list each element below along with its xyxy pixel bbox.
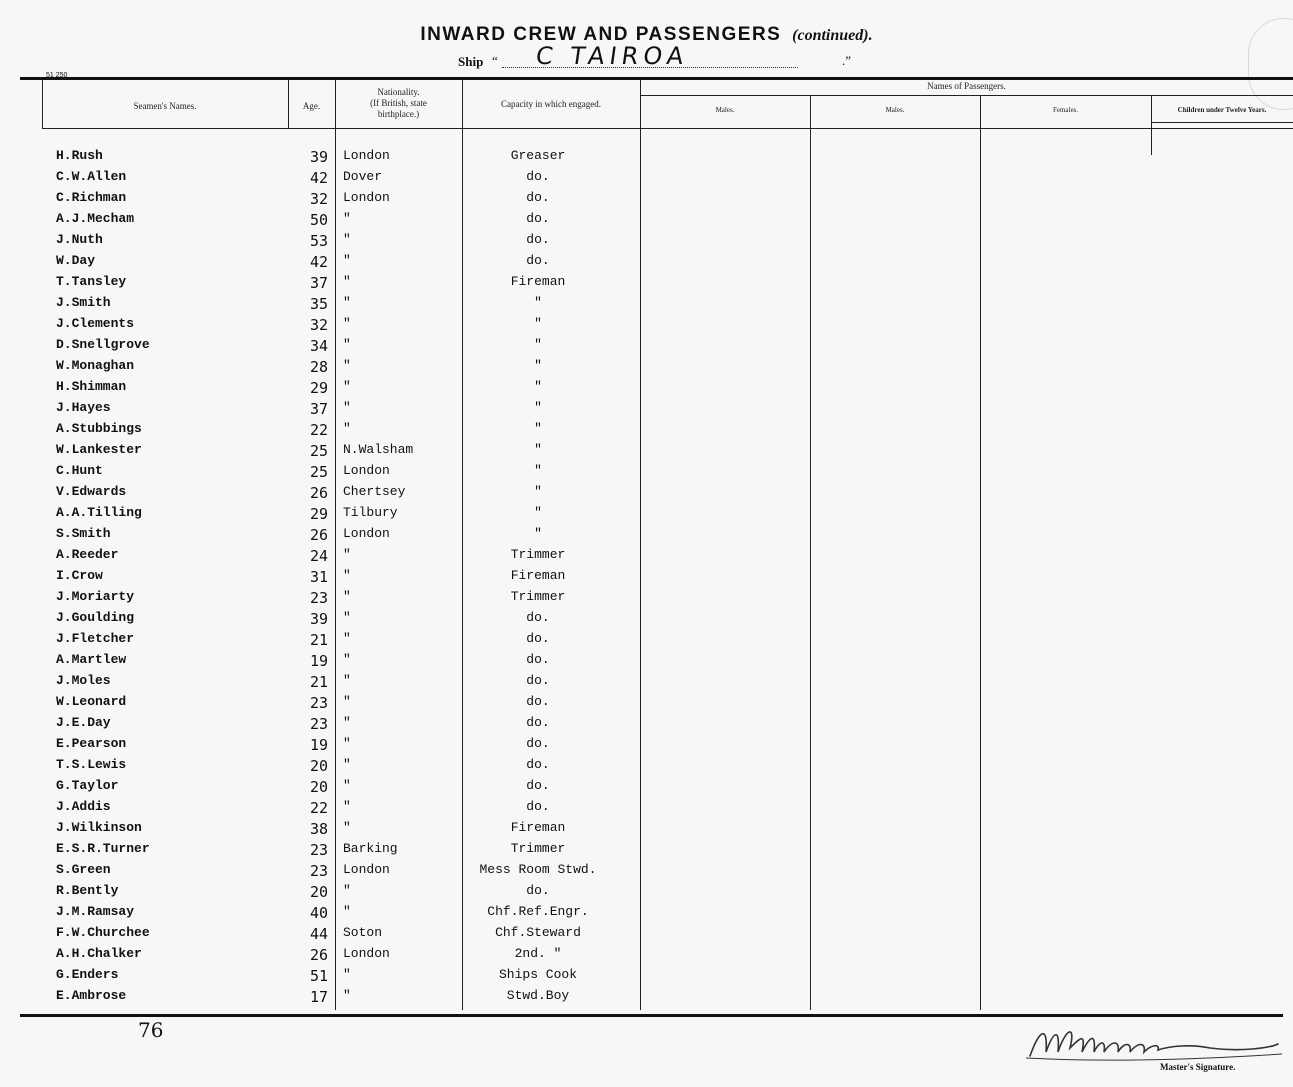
crew-nationality: N.Walsham — [343, 442, 414, 457]
crew-row — [0, 631, 1293, 651]
crew-age: 17 — [309, 988, 328, 1006]
crew-name: J.M.Ramsay — [56, 904, 135, 919]
crew-nationality: " — [343, 547, 351, 562]
crew-nationality: " — [343, 568, 351, 583]
crew-name: A.J.Mecham — [56, 211, 135, 226]
crew-nationality: " — [343, 631, 351, 646]
crew-age: 24 — [309, 547, 328, 565]
crew-name: T.S.Lewis — [56, 757, 127, 772]
crew-name: A.H.Chalker — [56, 946, 142, 961]
crew-age: 35 — [309, 295, 328, 313]
crew-capacity: Fireman — [510, 274, 566, 289]
crew-age: 34 — [309, 337, 328, 355]
crew-nationality: " — [343, 904, 351, 919]
crew-age: 23 — [309, 589, 328, 607]
crew-capacity: do. — [526, 190, 550, 205]
crew-age: 42 — [309, 169, 328, 187]
header-passengers: Names of Passengers. — [927, 81, 1006, 91]
crew-capacity: Ships Cook — [498, 967, 577, 982]
crew-name: T.Tansley — [56, 274, 127, 289]
crew-age: 50 — [309, 211, 328, 229]
form-number: 51 250 — [46, 72, 68, 79]
crew-row — [0, 316, 1293, 336]
crew-capacity: Chf.Ref.Engr. — [487, 904, 589, 919]
crew-name: J.Nuth — [56, 232, 103, 247]
crew-name: A.Martlew — [56, 652, 127, 667]
crew-row — [0, 274, 1293, 294]
crew-nationality: " — [343, 757, 351, 772]
crew-row — [0, 232, 1293, 252]
crew-name: A.A.Tilling — [56, 505, 142, 520]
crew-row — [0, 442, 1293, 462]
crew-age: 32 — [309, 316, 328, 334]
crew-nationality: Dover — [343, 169, 383, 184]
crew-age: 20 — [309, 883, 328, 901]
crew-name: D.Snellgrove — [56, 337, 150, 352]
master-signature-label: Master's Signature. — [1160, 1062, 1236, 1072]
crew-nationality: " — [343, 337, 351, 352]
header-males-1: Males. — [715, 106, 735, 114]
crew-capacity: " — [534, 379, 542, 394]
crew-row — [0, 652, 1293, 672]
crew-row — [0, 715, 1293, 735]
crew-age: 22 — [309, 799, 328, 817]
crew-name: C.Hunt — [56, 463, 103, 478]
crew-name: W.Day — [56, 253, 96, 268]
crew-capacity: " — [534, 337, 542, 352]
crew-row — [0, 778, 1293, 798]
crew-row — [0, 673, 1293, 693]
crew-nationality: " — [343, 694, 351, 709]
crew-row — [0, 400, 1293, 420]
crew-row — [0, 169, 1293, 189]
crew-row — [0, 862, 1293, 882]
crew-capacity: do. — [526, 757, 550, 772]
header-seamen-names: Seamen's Names. — [133, 101, 197, 111]
crew-age: 26 — [309, 484, 328, 502]
crew-nationality: London — [343, 148, 390, 163]
crew-age: 44 — [309, 925, 328, 943]
crew-nationality: " — [343, 316, 351, 331]
crew-name: E.S.R.Turner — [56, 841, 150, 856]
crew-name: W.Monaghan — [56, 358, 135, 373]
crew-capacity: do. — [526, 883, 550, 898]
crew-nationality: London — [343, 463, 390, 478]
ship-open-quote: “ — [492, 53, 498, 68]
ship-name: C TAIROA — [534, 42, 691, 70]
page-number: 76 — [138, 1018, 164, 1042]
crew-nationality: " — [343, 883, 351, 898]
crew-name: I.Crow — [56, 568, 103, 583]
crew-row — [0, 820, 1293, 840]
crew-capacity: " — [534, 400, 542, 415]
crew-capacity: do. — [526, 778, 550, 793]
crew-age: 21 — [309, 673, 328, 691]
crew-name: W.Lankester — [56, 442, 142, 457]
crew-capacity: " — [534, 295, 542, 310]
crew-row — [0, 694, 1293, 714]
crew-age: 38 — [309, 820, 328, 838]
crew-nationality: " — [343, 589, 351, 604]
crew-capacity: " — [534, 526, 542, 541]
crew-row — [0, 988, 1293, 1008]
crew-row — [0, 757, 1293, 777]
children-subheader-rule — [1152, 122, 1293, 123]
crew-name: C.Richman — [56, 190, 127, 205]
crew-nationality: " — [343, 400, 351, 415]
crew-row — [0, 463, 1293, 483]
crew-nationality: " — [343, 610, 351, 625]
crew-age: 19 — [309, 652, 328, 670]
crew-nationality: " — [343, 421, 351, 436]
crew-nationality: " — [343, 715, 351, 730]
crew-name: G.Taylor — [56, 778, 119, 793]
crew-capacity: Fireman — [510, 820, 566, 835]
crew-age: 26 — [309, 946, 328, 964]
header-females: Females. — [1052, 106, 1079, 114]
crew-capacity: Greaser — [510, 148, 566, 163]
crew-age: 37 — [309, 274, 328, 292]
crew-row — [0, 736, 1293, 756]
header-nationality-line3: birthplace.) — [377, 109, 420, 119]
crew-row — [0, 568, 1293, 588]
crew-name: S.Smith — [56, 526, 111, 541]
crew-row — [0, 799, 1293, 819]
crew-capacity: " — [534, 358, 542, 373]
crew-capacity: " — [534, 316, 542, 331]
crew-capacity: Trimmer — [510, 589, 566, 604]
crew-capacity: do. — [526, 652, 550, 667]
crew-nationality: " — [343, 274, 351, 289]
crew-capacity: Fireman — [510, 568, 566, 583]
crew-nationality: " — [343, 967, 351, 982]
crew-row — [0, 337, 1293, 357]
crew-capacity: do. — [526, 253, 550, 268]
crew-age: 51 — [309, 967, 328, 985]
crew-name: S.Green — [56, 862, 111, 877]
crew-age: 25 — [309, 463, 328, 481]
crew-row — [0, 610, 1293, 630]
crew-nationality: " — [343, 358, 351, 373]
crew-capacity: " — [534, 484, 542, 499]
crew-capacity: Trimmer — [510, 547, 566, 562]
crew-age: 21 — [309, 631, 328, 649]
crew-age: 29 — [309, 505, 328, 523]
crew-age: 31 — [309, 568, 328, 586]
crew-capacity: do. — [526, 631, 550, 646]
crew-row — [0, 358, 1293, 378]
crew-name: F.W.Churchee — [56, 925, 150, 940]
crew-capacity: do. — [526, 715, 550, 730]
crew-name: J.Fletcher — [56, 631, 135, 646]
crew-capacity: do. — [526, 736, 550, 751]
crew-age: 20 — [309, 757, 328, 775]
crew-nationality: Chertsey — [343, 484, 406, 499]
crew-nationality: " — [343, 211, 351, 226]
crew-name: H.Rush — [56, 148, 103, 163]
header-children: Children under Twelve Years. — [1177, 106, 1267, 114]
crew-age: 23 — [309, 694, 328, 712]
crew-name: A.Stubbings — [56, 421, 142, 436]
header-bottom-rule — [42, 128, 1293, 129]
ship-line — [458, 42, 858, 70]
crew-age: 39 — [309, 610, 328, 628]
crew-row — [0, 904, 1293, 924]
crew-nationality: " — [343, 988, 351, 1003]
crew-nationality: " — [343, 379, 351, 394]
crew-row — [0, 505, 1293, 525]
crew-row — [0, 967, 1293, 987]
crew-row — [0, 421, 1293, 441]
crew-nationality: Soton — [343, 925, 383, 940]
bottom-rule — [20, 1014, 1283, 1017]
crew-name: J.Smith — [56, 295, 111, 310]
crew-name: H.Shimman — [56, 379, 127, 394]
crew-capacity: " — [534, 505, 542, 520]
top-rule — [20, 77, 1293, 80]
crew-row — [0, 148, 1293, 168]
crew-nationality: Barking — [343, 841, 398, 856]
crew-capacity: do. — [526, 673, 550, 688]
crew-name: J.E.Day — [56, 715, 111, 730]
crew-name: J.Hayes — [56, 400, 111, 415]
crew-name: E.Pearson — [56, 736, 127, 751]
passenger-subheader-rule — [640, 95, 1293, 96]
crew-nationality: London — [343, 946, 390, 961]
crew-name: J.Goulding — [56, 610, 135, 625]
crew-nationality: " — [343, 736, 351, 751]
crew-capacity: do. — [526, 799, 550, 814]
crew-nationality: " — [343, 295, 351, 310]
crew-age: 23 — [309, 862, 328, 880]
crew-nationality: London — [343, 190, 390, 205]
crew-capacity: Trimmer — [510, 841, 566, 856]
crew-nationality: " — [343, 652, 351, 667]
crew-name: J.Moles — [56, 673, 111, 688]
crew-name: R.Bently — [56, 883, 119, 898]
crew-nationality: Tilbury — [343, 505, 398, 520]
crew-name: W.Leonard — [56, 694, 127, 709]
crew-age: 53 — [309, 232, 328, 250]
title-text: INWARD CREW AND PASSENGERS — [420, 24, 782, 45]
crew-row — [0, 253, 1293, 273]
crew-row — [0, 190, 1293, 210]
crew-capacity: Mess Room Stwd. — [479, 862, 597, 877]
crew-age: 20 — [309, 778, 328, 796]
crew-row — [0, 547, 1293, 567]
crew-name: J.Moriarty — [56, 589, 135, 604]
crew-age: 26 — [309, 526, 328, 544]
crew-capacity: do. — [526, 169, 550, 184]
crew-row — [0, 484, 1293, 504]
master-signature-handwriting — [1020, 1018, 1290, 1066]
crew-age: 23 — [309, 715, 328, 733]
col-divider-females — [1151, 95, 1152, 155]
crew-capacity: " — [534, 463, 542, 478]
crew-age: 28 — [309, 358, 328, 376]
crew-name: J.Wilkinson — [56, 820, 142, 835]
crew-row — [0, 946, 1293, 966]
crew-capacity: Stwd.Boy — [506, 988, 570, 1003]
crew-nationality: London — [343, 526, 390, 541]
crew-age: 42 — [309, 253, 328, 271]
crew-age: 29 — [309, 379, 328, 397]
header-age: Age. — [302, 101, 321, 111]
crew-age: 32 — [309, 190, 328, 208]
crew-age: 22 — [309, 421, 328, 439]
crew-row — [0, 211, 1293, 231]
crew-capacity: Chf.Steward — [495, 925, 581, 940]
crew-row — [0, 589, 1293, 609]
crew-capacity: " — [534, 442, 542, 457]
crew-nationality: " — [343, 673, 351, 688]
crew-age: 25 — [309, 442, 328, 460]
crew-name: E.Ambrose — [56, 988, 127, 1003]
crew-capacity: do. — [526, 610, 550, 625]
title-suffix: (continued). — [792, 27, 873, 44]
header-nationality — [335, 87, 462, 120]
crew-age: 19 — [309, 736, 328, 754]
crew-age: 40 — [309, 904, 328, 922]
crew-nationality: London — [343, 862, 390, 877]
crew-name: A.Reeder — [56, 547, 119, 562]
crew-age: 37 — [309, 400, 328, 418]
crew-age: 23 — [309, 841, 328, 859]
crew-name: C.W.Allen — [56, 169, 127, 184]
crew-nationality: " — [343, 820, 351, 835]
crew-capacity: do. — [526, 694, 550, 709]
crew-capacity: do. — [526, 232, 550, 247]
crew-row — [0, 925, 1293, 945]
header-nationality-line2: (If British, state — [370, 98, 427, 108]
crew-row — [0, 295, 1293, 315]
crew-nationality: " — [343, 799, 351, 814]
header-nationality-line1: Nationality. — [377, 87, 420, 97]
crew-name: G.Enders — [56, 967, 119, 982]
crew-capacity: 2nd. " — [514, 946, 562, 961]
crew-row — [0, 883, 1293, 903]
crew-name: J.Addis — [56, 799, 111, 814]
crew-name: V.Edwards — [56, 484, 127, 499]
crew-capacity: do. — [526, 211, 550, 226]
header-capacity: Capacity in which engaged. — [501, 99, 601, 109]
crew-row — [0, 841, 1293, 861]
crew-age: 39 — [309, 148, 328, 166]
crew-nationality: " — [343, 778, 351, 793]
ship-label: Ship — [458, 54, 484, 69]
crew-row — [0, 526, 1293, 546]
crew-name: J.Clements — [56, 316, 135, 331]
crew-capacity: " — [534, 421, 542, 436]
header-males-2: Males. — [885, 106, 905, 114]
crew-nationality: " — [343, 232, 351, 247]
ship-close-quote: .” — [842, 53, 852, 68]
crew-row — [0, 379, 1293, 399]
crew-nationality: " — [343, 253, 351, 268]
